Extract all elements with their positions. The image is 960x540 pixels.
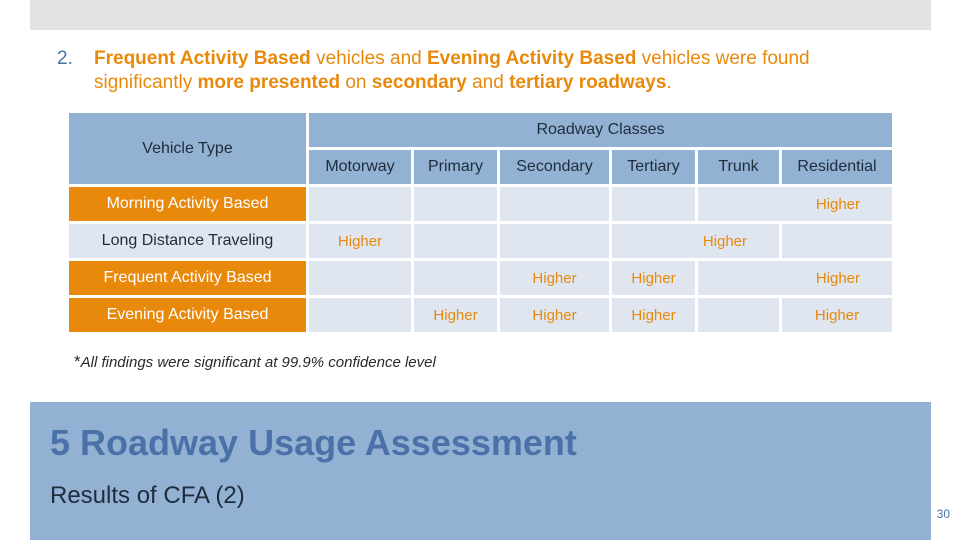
- table-cell: Higher: [500, 261, 609, 295]
- point-seg-3: vehicles were found significantly: [94, 48, 810, 93]
- point-seg-8: tertiary roadways: [509, 72, 667, 93]
- table-cell: [500, 224, 609, 258]
- point-seg-6: secondary: [371, 72, 467, 93]
- table-cell: [309, 298, 411, 332]
- table-cell: [612, 187, 695, 221]
- table-cell: [414, 187, 497, 221]
- section-footer: [30, 402, 931, 540]
- col-header-primary: Primary: [414, 150, 497, 184]
- table-cell: [782, 224, 892, 258]
- point-seg-4: more presented: [197, 72, 341, 93]
- top-bar: [30, 0, 931, 30]
- table-cell: [309, 187, 411, 221]
- row-label: Frequent Activity Based: [69, 261, 306, 295]
- table-cell: [309, 261, 411, 295]
- table-cell: Higher: [612, 224, 779, 258]
- table-cell: [414, 224, 497, 258]
- table-cell: [698, 298, 779, 332]
- table-cell: Higher: [612, 298, 695, 332]
- row-label: Long Distance Traveling: [69, 224, 306, 258]
- point-seg-9: .: [666, 72, 672, 93]
- section-subtitle: Results of CFA (2): [50, 482, 245, 509]
- table-row: [69, 187, 892, 221]
- table-row: [69, 224, 892, 258]
- point-seg-2: Evening Activity Based: [426, 48, 637, 69]
- col-header-tertiary: Tertiary: [612, 150, 695, 184]
- table-cell: Higher: [309, 224, 411, 258]
- section-title: 5 Roadway Usage Assessment: [50, 422, 577, 463]
- point-text: [94, 47, 894, 95]
- table-row: [69, 261, 892, 295]
- col-header-motorway: Motorway: [309, 150, 411, 184]
- point-seg-5: on: [340, 72, 372, 93]
- col-header-secondary: Secondary: [500, 150, 609, 184]
- col-header-residential: Residential: [782, 150, 892, 184]
- page-number: 30: [936, 507, 950, 521]
- footnote-star: *: [74, 352, 81, 371]
- table-row: [69, 298, 892, 332]
- table-cell: Higher: [698, 187, 892, 221]
- table-cell: Higher: [500, 298, 609, 332]
- roadway-classes-header: Roadway Classes: [309, 113, 892, 147]
- table-cell: Higher: [414, 298, 497, 332]
- point-number: 2.: [57, 48, 73, 69]
- table-cell: Higher: [698, 261, 892, 295]
- footnote-text: All findings were significant at 99.9% confidence level: [80, 354, 436, 371]
- table-cell: Higher: [782, 298, 892, 332]
- footnote: [74, 352, 436, 372]
- table-cell: [414, 261, 497, 295]
- row-label: Evening Activity Based: [69, 298, 306, 332]
- table-cell: [500, 187, 609, 221]
- roadway-table: [66, 110, 895, 335]
- vehicle-type-header: Vehicle Type: [69, 113, 306, 184]
- col-header-trunk: Trunk: [698, 150, 779, 184]
- point-seg-7: and: [466, 72, 510, 93]
- row-label: Morning Activity Based: [69, 187, 306, 221]
- table-cell: Higher: [612, 261, 695, 295]
- point-seg-1: vehicles and: [310, 48, 427, 69]
- point-seg-0: Frequent Activity Based: [94, 48, 311, 69]
